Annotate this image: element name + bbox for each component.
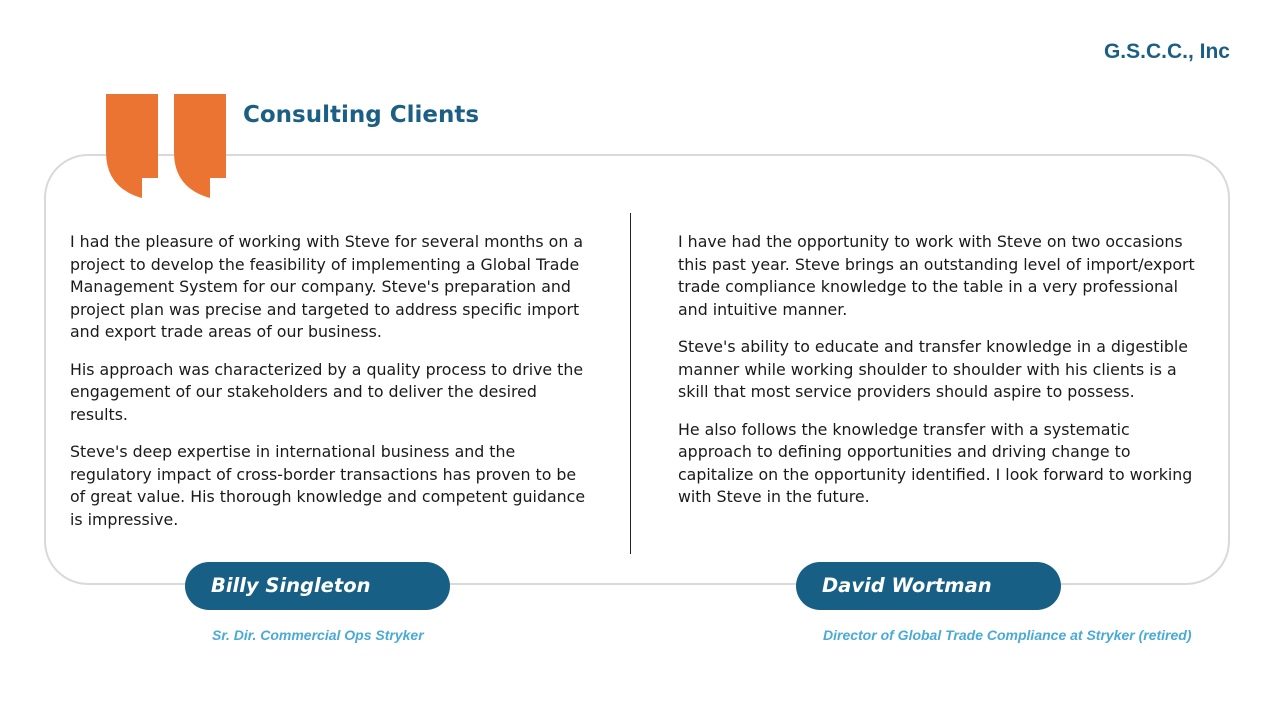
testimonial-paragraph: Steve's deep expertise in international business and the regulatory impact of cross-border transactions has proven to be of great value. His thorough knowledge and competent guidance is impressive.	[70, 442, 586, 529]
quote-mark-icon	[106, 94, 228, 200]
column-divider	[630, 213, 631, 554]
testimonial-paragraph: Steve's ability to educate and transfer knowledge in a digestible manner while working shoulder to shoulder with his clients is a skill that most service providers should aspire to possess.	[678, 337, 1189, 401]
client-role: Sr. Dir. Commercial Ops Stryker	[212, 627, 424, 643]
testimonial-paragraph: He also follows the knowledge transfer with a systematic approach to defining opportunities and driving change to capitalize on the opportunity identified. I look forward to working with Steve in the future.	[678, 419, 1193, 506]
testimonial-left	[70, 231, 590, 546]
client-name-badge: David Wortman	[796, 562, 1061, 610]
client-role: Director of Global Trade Compliance at Stryker (retired)	[823, 627, 1192, 643]
client-name-badge: Billy Singleton	[185, 562, 450, 610]
testimonial-right	[678, 231, 1200, 524]
testimonial-paragraph: His approach was characterized by a quality process to drive the engagement of our stakeholders and to deliver the desired results.	[70, 359, 584, 424]
page-title: Consulting Clients	[243, 102, 480, 128]
testimonial-paragraph: I have had the opportunity to work with Steve on two occasions this past year. Steve brings an outstanding level of import/export trade compliance knowledge to the table in a very professional and intuitive manner.	[678, 232, 1195, 319]
company-name: G.S.C.C., Inc	[1103, 40, 1230, 63]
testimonial-paragraph: I had the pleasure of working with Steve for several months on a project to develop the feasibility of implementing a Global Trade Management System for our company. Steve's preparation and project plan was precise and targeted to address specific import and export trade areas of our business.	[70, 232, 584, 341]
